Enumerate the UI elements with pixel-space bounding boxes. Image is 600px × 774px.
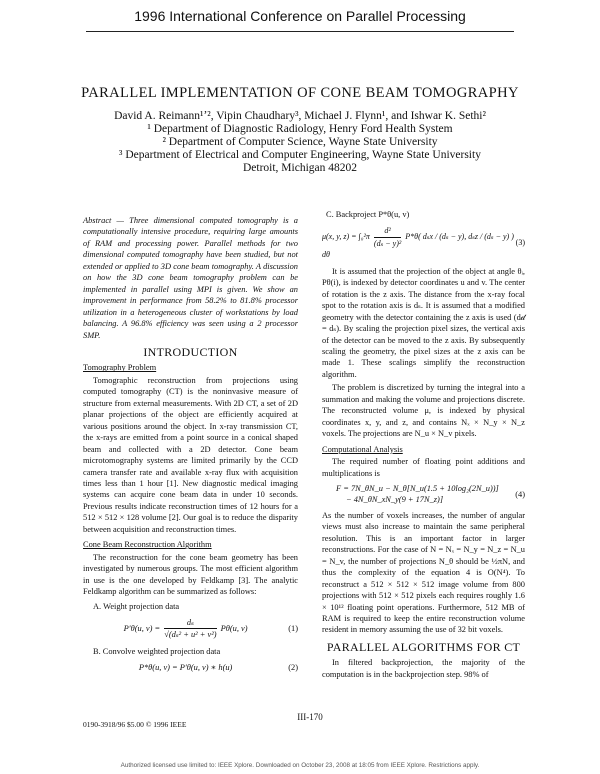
author-block [0,110,600,175]
eq4-line-2: − 4N_θN_xN_y(9 + 17N_z)] [346,495,444,505]
right-paragraph-3: As the number of voxels increases, the number of angular views must also increase to maintain the same peripheral resolution. This is an important factor in larger reconstructions. For the case of N = Nₓ = N_y = N_z = N_u = N_v, the number of projections N_θ should be ½πN, and thus the complexity of the equation 4 is O(N⁴). To reconstruct a 512 × 512 × 512 image volume from 800 projections with 512 × 512 pixels each requires roughly 1.6 × 10¹² floating point operations. Furthermore, 512 MB of RAM is required to keep the entire reconstruction volume resident in memory assuming the use of 32 bit voxels. [322,510,525,635]
equation-1 [83,617,298,641]
eq3-integral: ∫₀²π [358,232,370,242]
abstract: Abstract — Three dimensional computed tomography is a computationally intensive procedure, requiring large amounts of RAM and processing power. Parallel methods for two dimensional computed tomography have been studied, but not extended or applied to 3D cone beam tomography. A discussion on how the 3D cone beam tomography problem can be implemented in parallel using MPI is given. We show an improvement in performance from 58.2% to 81.8% processor utilization in a heterogeneous cluster of workstations by load balancing. A 96.8% efficiency was seen using a 2 processor SMP. [83,216,298,340]
introduction-heading: INTRODUCTION [143,344,238,359]
eq2-body: P*θ(u, v) = P′θ(u, v) ∗ h(u) [138,663,233,673]
computational-analysis-heading: Computational Analysis [322,444,403,454]
right-paragraph-1: It is assumed that the projection of the object at angle θᵢ, Pθ(i), is indexed by detector coordinates u and v. The center of rotation is the z axis. The distance from the x-ray focal spot to the rotation axis is dₛ. It is assumed that a modified geometry with the detector containing the z axis is used (d𝒹 = dₛ). By scaling the projection pixel sizes, the vertical axis of the detector can be moved to the z axis. By subsequently scaling the geometry, the pixel sizes at the z axis can be made 1. These scalings simplify the reconstruction algorithm. [322,266,525,379]
right-paragraph-2: The problem is discretized by turning the integral into a summation and making the volume and projections discrete. The reconstructed volume μ, is indexed by physical coordinates x, y, and z, and contains Nₓ × N_y × N_z voxels. The projections are N_u × N_v pixels. [322,383,525,439]
tomography-problem-heading: Tomography Problem [83,363,157,373]
conference-header: 1996 International Conference on Parallel Processing [134,8,466,24]
equation-4 [322,483,525,506]
paper-title: PARALLEL IMPLEMENTATION OF CONE BEAM TOMOGRAPHY [81,85,519,101]
page-number: III-170 [297,712,323,722]
eq1-number: (1) [288,624,298,634]
eq3-fraction [374,225,401,249]
eq3-numerator: d² [374,225,401,237]
eq1-rhs: Pθ(u, v) [220,623,248,633]
header-rule [86,31,514,32]
eq3-number: (3) [515,238,525,248]
parallel-algorithms-heading: PARALLEL ALGORITHMS FOR CT [326,639,521,654]
step-a-label: A. Weight projection data [93,601,180,611]
equation-3 [322,225,525,260]
computational-paragraph: The required number of floating point additions and multiplications is [322,457,525,478]
right-column [322,206,525,680]
step-b-label: B. Convolve weighted projection data [93,646,221,656]
eq1-numerator: dₛ [164,617,216,629]
affiliation-1: ¹ Department of Diagnostic Radiology, Henry Ford Health System [147,123,453,135]
affiliation-4: Detroit, Michigan 48202 [242,162,358,174]
eq1-lhs: P′θ(u, v) = [123,623,161,633]
affiliation-3: ³ Department of Electrical and Computer Engineering, Wayne State University [119,149,481,161]
tomography-paragraph: Tomographic reconstruction from projections using computed tomography (CT) is the noninvasive measure of structure from external measurements. With 2D CT, a set of 2D planar projections of the object are efficiently acquired at various positions around the object. In x-ray transmission CT, the x-rays are emitted from a point source in a conical shaped beam and collected with a 2D detector. Cone beam microtomography systems are limited primarily by the CCD camera transfer rate and available x-ray flux with acquisition times less than 1 hour [1]. New diagnostic medical imaging systems can acquire cone beam data in under 10 seconds. Previous results indicate reconstruction times of 12 hours for a 512 × 512 × 128 volume [2]. Our goal is to reduce the disparity between acquisition and reconstruction times. [83,375,298,534]
eq2-number: (2) [288,663,298,673]
eq1-denominator: √(dₛ² + u² + v²) [164,630,217,640]
affiliation-2: ² Department of Computer Science, Wayne State University [162,136,438,148]
cone-beam-paragraph: The reconstruction for the cone beam geometry has been investigated by numerous groups. The most efficient algorithm in use is the one developed by Feldkamp [3]. The analytic Feldkamp algorithm can be summarized as follows: [83,552,298,597]
eq3-denominator: (dₛ − y)² [373,238,402,248]
eq4-line-1: F = 7N_θN_u − N_θ[N_u(1.5 + 10log₂(2N_u))] [336,483,499,493]
eq3-lhs: μ(x, y, z) = [322,232,357,242]
issn-line: 0190-3918/96 $5.00 © 1996 IEEE [83,720,187,729]
cone-beam-heading: Cone Beam Reconstruction Algorithm [83,540,212,550]
equation-2 [83,662,298,673]
eq4-number: (4) [515,489,525,499]
step-c-label: C. Backproject P*θ(u, v) [326,210,410,219]
left-column [83,215,298,679]
authors-line: David A. Reimann¹ʼ², Vipin Chaudhary³, Michael J. Flynn¹, and Ishwar K. Sethi² [114,110,486,122]
eq3-rhs: P*θ( dₛx / (dₛ − y), dₛz / (dₛ − y) ) dθ [322,232,514,260]
eq1-fraction [164,617,216,641]
parallel-paragraph: In filtered backprojection, the majority of the computation is in the backprojection step. 98% of [322,658,525,679]
authorized-use-notice: Authorized licensed use limited to: IEEE Xplore. Downloaded on October 23, 2008 at 18:05 from IEEE Xplore. Restrictions apply. [120,762,480,769]
